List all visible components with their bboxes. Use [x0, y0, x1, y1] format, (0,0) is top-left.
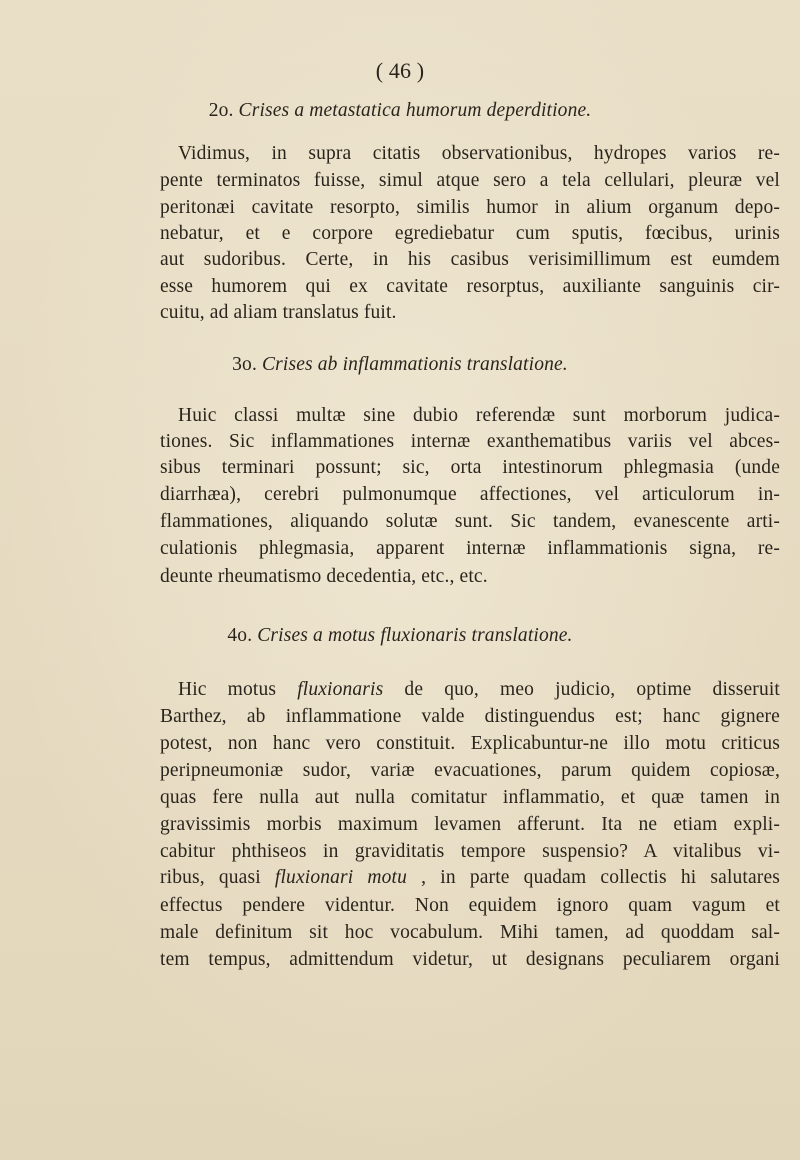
text-line: peritonæi cavitate resorpto, similis humor in alium organum depo- [160, 197, 780, 218]
text-line [160, 867, 780, 889]
text-span: , in parte quadam collectis hi salutares [421, 867, 780, 888]
heading-title: Crises a motus fluxionaris translatione. [257, 625, 573, 646]
text-line: gravissimis morbis maximum levamen afferunt. Ita ne etiam expli- [160, 814, 780, 835]
section-heading-3 [0, 354, 800, 376]
text-line: cuitu, ad aliam translatus fuit. [160, 302, 397, 323]
page-number: ( 46 ) [375, 58, 425, 83]
text-line: male definitum sit hoc vocabulum. Mihi tamen, ad quoddam sal- [160, 922, 780, 943]
text-line: potest, non hanc vero constituit. Explicabuntur-ne illo motu criticus [160, 733, 780, 754]
text-line: esse humorem qui ex cavitate resorptus, auxiliante sanguinis cir- [160, 276, 780, 297]
heading-number: 4o. [227, 625, 253, 646]
text-line: pente terminatos fuisse, simul atque sero a tela cellulari, pleuræ vel [160, 170, 780, 191]
text-line: sibus terminari possunt; sic, orta intestinorum phlegmasia (unde [160, 457, 780, 478]
text-line: Barthez, ab inflammatione valde distinguendus est; hanc gignere [160, 706, 780, 727]
text-line [178, 679, 780, 701]
text-line: deunte rheumatismo decedentia, etc., etc. [160, 566, 488, 587]
text-line: effectus pendere videntur. Non equidem ignoro quam vagum et [160, 895, 780, 916]
heading-title: Crises a metastatica humorum deperditione. [238, 100, 592, 121]
text-span: Hic motus [178, 679, 277, 700]
heading-number: 3o. [232, 354, 257, 375]
text-line: flammationes, aliquando solutæ sunt. Sic tandem, evanescente arti- [160, 511, 780, 532]
text-line: tiones. Sic inflammationes internæ exanthematibus variis vel abces- [160, 431, 780, 452]
text-line: quas fere nulla aut nulla comitatur inflammatio, et quæ tamen in [160, 787, 780, 808]
heading-number: 2o. [208, 100, 234, 121]
section-heading-4 [0, 625, 800, 647]
text-line: cabitur phthiseos in graviditatis tempore suspensio? A vitalibus vi- [160, 841, 780, 862]
heading-title: Crises ab inflammationis translatione. [262, 354, 568, 375]
italic-term: fluxionari motu [274, 867, 408, 888]
text-line: nebatur, et e corpore egrediebatur cum sputis, fœcibus, urinis [160, 223, 780, 244]
text-span: ribus, quasi [160, 867, 261, 888]
text-line: aut sudoribus. Certe, in his casibus verisimillimum est eumdem [160, 249, 780, 270]
section-heading-2 [0, 100, 800, 122]
text-line: culationis phlegmasia, apparent internæ inflammationis signa, re- [160, 538, 780, 559]
text-line: peripneumoniæ sudor, variæ evacuationes, parum quidem copiosæ, [160, 760, 780, 781]
italic-term: fluxionaris [297, 679, 384, 700]
text-line: Huic classi multæ sine dubio referendæ sunt morborum judica- [178, 405, 780, 426]
text-line: Vidimus, in supra citatis observationibus, hydropes varios re- [178, 143, 780, 164]
text-span: de quo, meo judicio, optime disseruit [404, 679, 780, 700]
text-line: tem tempus, admittendum videtur, ut designans peculiarem organi [160, 949, 780, 970]
text-line: diarrhæa), cerebri pulmonumque affectiones, vel articulorum in- [160, 484, 780, 505]
